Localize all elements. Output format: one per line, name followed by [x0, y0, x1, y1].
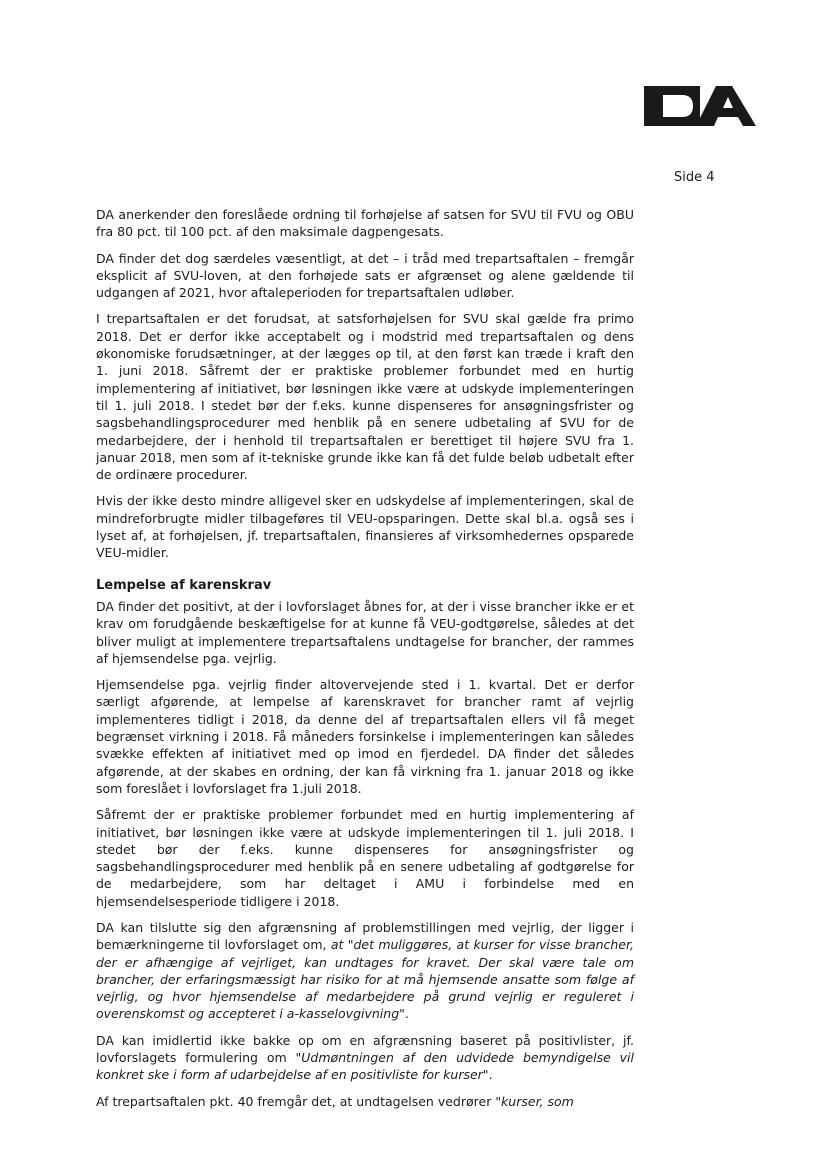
da-logo	[644, 86, 756, 126]
paragraph-lead: DA kan imidlertid ikke bakke op om en afgrænsning baseret på positivlister, jf. lovforslagets formulering om	[96, 1032, 634, 1066]
paragraph: DA finder det dog særdeles væsentligt, at det – i tråd med trepartsaftalen – fremgår eksplicit af SVU-loven, at den forhøjede sats er afgrænset og alene gældende til udgangen af 2021, hvor aftaleperioden for trepartsaftalen udløber.	[96, 250, 634, 301]
quoted-text: "kurser, som	[495, 1093, 574, 1109]
page-number: Side 4	[674, 170, 715, 185]
quoted-text: at "det muliggøres, at kurser for visse brancher, der er afhængige af vejrliget, kan undtages for kravet. Der skal være tale om brancher, der erfaringsmæssigt har risiko for at må hjemsende ansatte som følge af vejrlig, og hvor hjemsendelse af medarbejdere på grund vejrlig er reguleret i overenskomst og accepteret i a-kasselovgivning"	[96, 937, 634, 1022]
paragraph-lead: DA kan tilslutte sig den afgrænsning af problemstillingen med vejrlig, der ligger i bemærkningerne til lovforslaget om,	[96, 919, 634, 953]
document-body	[96, 206, 634, 1119]
section-heading: Lempelse af karenskrav	[96, 577, 272, 593]
paragraph: DA anerkender den foreslåede ordning til forhøjelse af satsen for SVU til FVU og OBU fra 80 pct. til 100 pct. af den maksimale dagpengesats.	[96, 207, 634, 240]
paragraph-lead: Af trepartsaftalen pkt. 40 fremgår det, at undtagelsen vedrører	[96, 1093, 496, 1109]
logo-d-shape	[644, 86, 700, 126]
paragraph-tail: .	[488, 1067, 493, 1083]
paragraph: I trepartsaftalen er det forudsat, at satsforhøjelsen for SVU skal gælde fra primo 2018. Det er derfor ikke acceptabelt og i modstrid med trepartsaftalen og dens økonomiske forudsætninger, at der lægges op til, at den først kan træde i kraft den 1. juni 2018. Såfremt der er praktiske problemer forbundet med en hurtig implementering af initiativet, bør løsningen ikke være at udskyde implementeringen til 1. juli 2018. I stedet bør der f.eks. kunne dispenseres for ansøgningsfrister og sagsbehandlingsprocedurer med henblik på en senere udbetaling af SVU for de medarbejdere, der i henhold til trepartsaftalen er berettiget til højere SVU fra 1. januar 2018, men som af it-tekniske grunde ikke kan få det fulde beløb udbetalt efter de ordinære procedurer.	[96, 311, 634, 483]
paragraph-with-quote	[96, 1032, 634, 1084]
paragraph-tail: .	[404, 1006, 409, 1022]
paragraph-with-quote	[96, 1093, 634, 1110]
paragraph-with-quote	[96, 919, 634, 1023]
paragraph: Hjemsendelse pga. vejrlig finder altovervejende sted i 1. kvartal. Det er derfor særligt afgørende, at lempelse af karenskravet for brancher ramt af vejrlig implementeres tidligt i 2018, da denne del af trepartsaftalen ellers vil få meget begrænset virkning i 2018. Få måneders forsinkelse i implementeringen kan således svække effekten af initiativet med op imod en fjerdedel. DA finder det således afgørende, at der skabes en ordning, der kan få virkning fra 1. januar 2018 og ikke som foreslået i lovforslaget fra 1.juli 2018.	[96, 677, 634, 796]
paragraph: Såfremt der er praktiske problemer forbundet med en hurtig implementering af initiativet, bør løsningen ikke være at udskyde implementeringen til 1. juli 2018. I stedet bør der f.eks. kunne dispenseres for ansøgningsfrister og sagsbehandlingsprocedurer med henblik på en senere udbetaling af godtgørelse for de medarbejdere, som har deltaget i AMU i forbindelse med en hjemsendelsesperiode tidligere i 2018.	[96, 807, 634, 909]
quoted-text: "Udmøntningen af den udvidede bemyndigelse vil konkret ske i form af udarbejdelse af en positivliste for kurser"	[96, 1050, 634, 1083]
logo-a-shape	[696, 86, 756, 126]
paragraph: Hvis der ikke desto mindre alligevel sker en udskydelse af implementeringen, skal de mindreforbrugte midler tilbageføres til VEU-opsparingen. Dette skal bl.a. også ses i lyset af, at forhøjelsen, jf. trepartsaftalen, finansieres af virksomhedernes opsparede VEU-midler.	[96, 493, 634, 561]
paragraph: DA finder det positivt, at der i lovforslaget åbnes for, at der i visse brancher ikke er et krav om forudgående beskæftigelse for at kunne få VEU-godtgørelse, således at det bliver muligt at implementere trepartsaftalens undtagelse for brancher, der rammes af hjemsendelse pga. vejrlig.	[96, 598, 634, 666]
